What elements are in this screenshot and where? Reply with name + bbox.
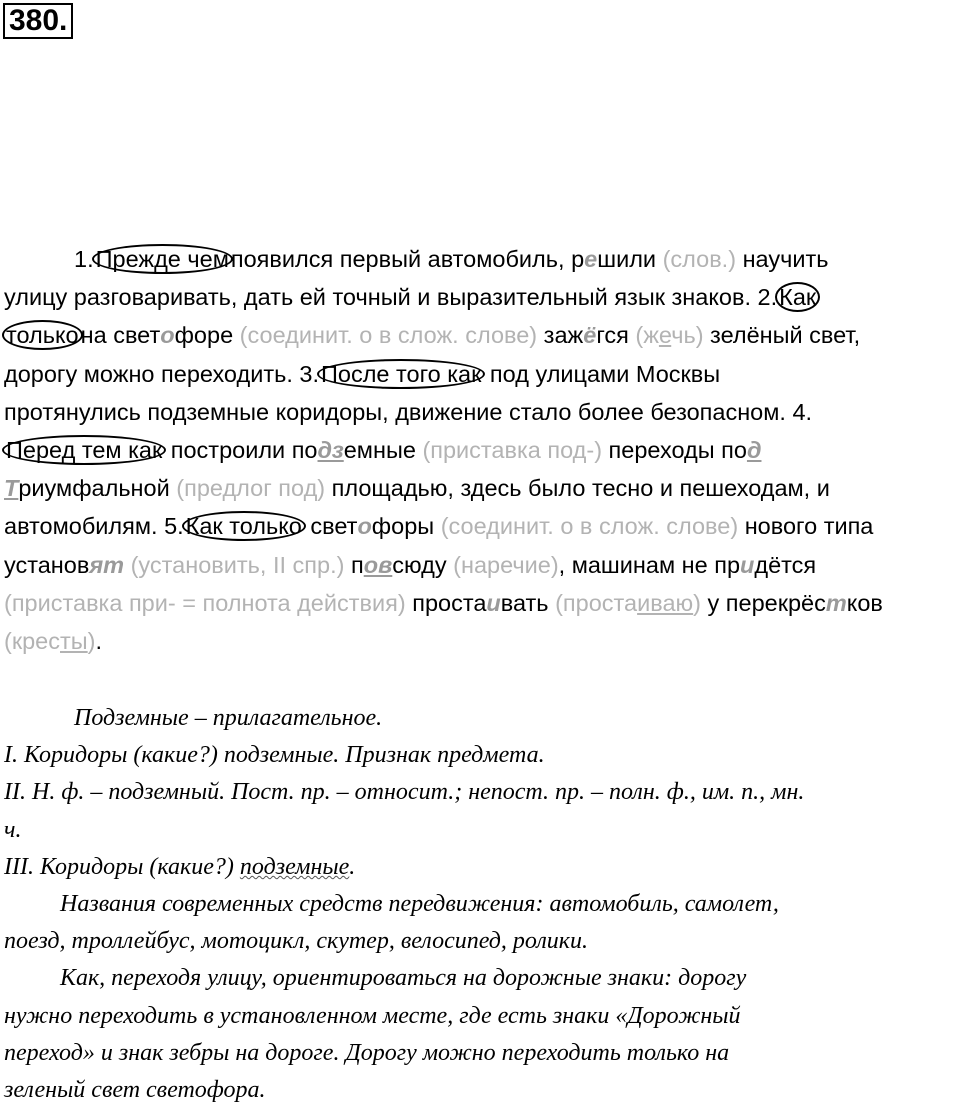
text-run: дорогу можно переходить. 3. <box>4 360 319 387</box>
text-run: построили по <box>164 437 318 464</box>
text-run: переходы по <box>602 437 747 464</box>
text-line-9 <box>4 546 954 584</box>
text-run: зелёный свет, <box>703 322 861 349</box>
crossing-line-4: зеленый свет светофора. <box>4 1077 266 1104</box>
crossing-line-3: переход» и знак зебры на дороге. Дорогу можно переходить только на <box>4 1039 730 1066</box>
text-run: научить <box>736 246 829 272</box>
text-run: форы <box>371 513 441 540</box>
analysis-heading: Подземные – прилагательное. <box>74 705 383 731</box>
text-run: III. Коридоры (какие?) <box>4 853 240 880</box>
text-run: улицу разговаривать, дать ей точный и выразительный язык знаков. 2. <box>4 284 778 311</box>
text-run: . <box>95 628 103 655</box>
text-run: сюду <box>392 551 454 578</box>
circled-conjunction: После того как <box>317 359 485 389</box>
text-run: вать <box>500 589 556 616</box>
text-run: на свет <box>80 322 161 349</box>
text-run: установ <box>4 551 90 578</box>
text-run: площадью, здесь было тесно и пешеходам, и <box>325 475 830 502</box>
exercise-text <box>4 240 954 660</box>
transport-line-1: Названия современных средств передвижения: автомобиль, самолет, <box>60 891 779 918</box>
text-run: риумфальной <box>18 475 177 502</box>
text-run: ков <box>846 589 883 616</box>
orthogram-letter: и <box>740 551 755 578</box>
text-run: у перекрёс <box>700 589 826 616</box>
orthogram-letter: о <box>357 513 372 540</box>
text-run: под улицами Москвы <box>483 360 721 387</box>
text-line-11 <box>4 622 954 660</box>
circled-conjunction: Как <box>775 282 820 312</box>
circled-conjunction: Перед тем как <box>2 435 166 465</box>
orthogram-letter: и <box>486 589 501 616</box>
grammar-note: (наречие) <box>453 551 559 578</box>
orthogram-letter: е <box>584 246 598 272</box>
circled-conjunction: только <box>2 320 83 350</box>
grammar-note: ) <box>693 589 701 616</box>
text-run: появился первый автомобиль, р <box>230 246 585 272</box>
analysis-step-2: II. Н. ф. – подземный. Пост. пр. – относит.; непост. пр. – полн. ф., им. п., мн. <box>4 779 805 806</box>
crossing-line-1: Как, переходя улицу, ориентироваться на дорожные знаки: дорогу <box>60 965 747 992</box>
text-run: свет <box>303 513 358 540</box>
orthogram-letter: ё <box>583 322 597 349</box>
grammar-note: (соединит. о в слож. слове) <box>440 513 739 540</box>
grammar-note-underlined: иваю <box>637 589 694 616</box>
text-run: проста <box>405 589 487 616</box>
exercise-number: 380. <box>3 3 73 39</box>
text-run: нового типа <box>738 513 874 540</box>
text-run: дётся <box>754 551 817 578</box>
text-run: форе <box>174 322 240 349</box>
text-line-4 <box>4 355 954 393</box>
grammar-note: (приставка при- = полнота действия) <box>4 589 406 616</box>
text-run: гся <box>596 322 636 349</box>
crossing-line-2: нужно переходить в установленном месте, где есть знаки «Дорожный <box>4 1002 741 1029</box>
grammar-note: (проста <box>555 589 638 616</box>
grammar-note: (крес <box>4 628 60 655</box>
text-run: . <box>349 853 356 880</box>
grammar-note: (соединит. о в слож. слове) <box>239 322 538 349</box>
orthogram-letter: дз <box>317 437 344 464</box>
text-line-3 <box>4 316 954 354</box>
text-line-7 <box>4 469 954 507</box>
grammar-note: ) <box>87 628 96 655</box>
analysis-step-1: I. Коридоры (какие?) подземные. Признак предмета. <box>4 742 545 769</box>
orthogram-letter: ят <box>89 551 125 578</box>
analysis-section <box>4 700 956 1109</box>
grammar-note: чь) <box>671 322 704 349</box>
grammar-note: (предлог под) <box>176 475 326 502</box>
text-line-6 <box>4 431 954 469</box>
text-run: п <box>344 551 364 578</box>
text-run: емные <box>343 437 423 464</box>
text-run: заж <box>537 322 584 349</box>
transport-line-2: поезд, троллейбус, мотоцикл, скутер, велосипед, ролики. <box>4 928 589 955</box>
text-line-10 <box>4 584 954 622</box>
analysis-step-3 <box>4 849 956 886</box>
text-run: протянулись подземные коридоры, движение стало более безопасном. 4. <box>4 398 813 425</box>
circled-conjunction: Прежде чем <box>92 244 233 274</box>
grammar-note-underlined: е <box>658 322 672 349</box>
wavy-underlined-word: подземные <box>239 853 350 880</box>
orthogram-letter: д <box>746 437 762 464</box>
grammar-note: (приставка под-) <box>422 437 603 464</box>
circled-conjunction: Как только <box>182 511 306 541</box>
text-line-8 <box>4 507 954 545</box>
text-run: шили <box>597 246 663 272</box>
orthogram-letter: Т <box>4 475 19 502</box>
orthogram-letter: т <box>825 589 847 616</box>
text-line-5 <box>4 393 954 431</box>
grammar-note-underlined: ты <box>60 628 88 655</box>
text-run: автомобилям. 5. <box>4 513 184 540</box>
orthogram-letter: о <box>160 322 175 349</box>
grammar-note: (установить, II спр.) <box>130 551 345 578</box>
grammar-note: (ж <box>635 322 659 349</box>
analysis-step-2-continued: ч. <box>4 816 22 843</box>
text-line-2 <box>4 278 954 316</box>
orthogram-letter: ов <box>363 551 393 578</box>
text-run: , машинам не пр <box>558 551 741 578</box>
grammar-note: (слов.) <box>662 246 737 272</box>
text-line-1 <box>4 240 954 278</box>
sentence-number: 1. <box>74 246 94 272</box>
